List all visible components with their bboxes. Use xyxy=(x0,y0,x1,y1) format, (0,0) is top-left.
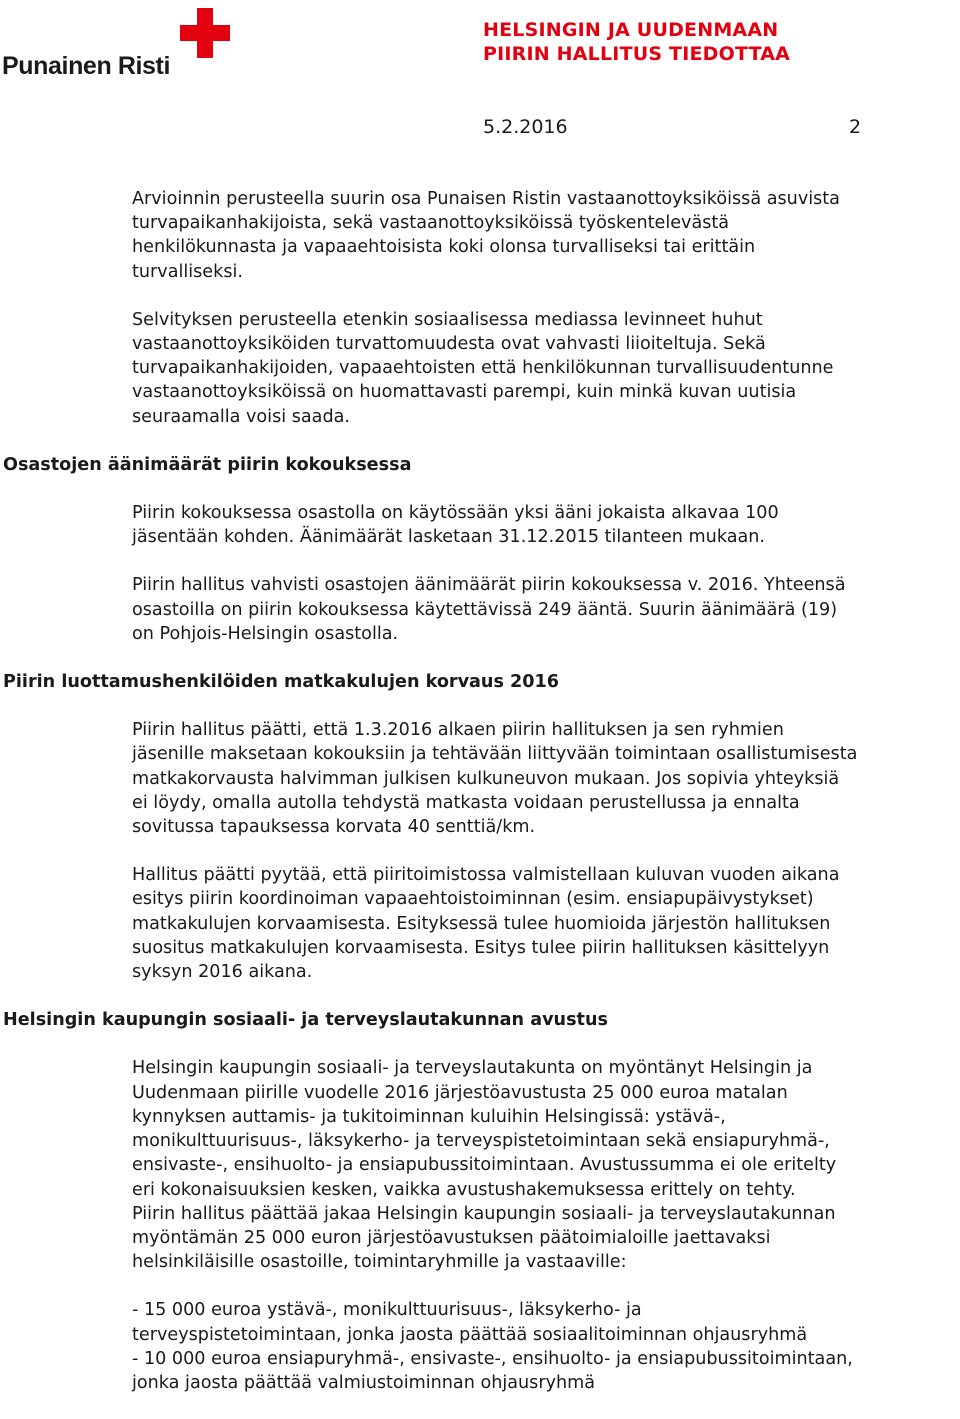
red-cross-logo xyxy=(2,4,234,80)
paragraph-city-grant: Helsingin kaupungin sosiaali- ja terveyslautakunta on myöntänyt Helsingin ja Uudenmaan piirille vuodelle 2016 järjestöavustusta 25 000 euroa matalan kynnyksen auttamis- ja tukitoiminnan kuluihin Helsingissä: ystävä-, monikulttuurisuus-, läksykerho- ja terveyspistetoimintaan sekä ensiapuryhmä-, ensivaste-, ensihuolto- ja ensiapubussitoimintaan. Avustussumma ei ole eritelty eri kokonaisuuksien kesken, vaikka avustushakemuksessa erittely on tehty. Piirin hallitus päättää jakaa Helsingin kaupungin sosiaali- ja terveyslautakunnan myöntämän 25 000 euron järjestöavustuksen päätoimialoille jaettavaksi helsinkiläisille osastoille, toimintaryhmille ja vastaaville: xyxy=(132,1058,837,1273)
logo-wordmark: Punainen Risti xyxy=(2,52,171,80)
org-header-line-2: PIIRIN HALLITUS TIEDOTTAA xyxy=(483,43,791,65)
paragraph-safety-assessment: Arvioinnin perusteella suurin osa Punaisen Ristin vastaanottoyksiköissä asuvista turvapaikanhakijoista, sekä vastaanottoyksiköissä työskentelevästä henkilökunnasta ja vapaaehtoisista koki olonsa turvalliseksi tai erittäin turvalliseksi. xyxy=(132,189,840,282)
org-header xyxy=(483,18,790,66)
document-date: 5.2.2016 xyxy=(483,116,568,138)
paragraph-travel-proposal: Hallitus päätti pyytää, että piiritoimistossa valmistellaan kuluvan vuoden aikana esitys piirin koordinoiman vapaaehtoistoiminnan (esim. ensiapupäivystykset) matkakulujen korvaamisesta. Esityksessä tulee huomioida järjestön hallituksen suositus matkakulujen korvaamisesta. Esitys tulee piirin hallituksen käsittelyyn syksyn 2016 aikana. xyxy=(132,865,840,983)
heading-vote-counts: Osastojen äänimäärät piirin kokouksessa xyxy=(3,454,412,475)
red-cross-icon xyxy=(180,8,230,58)
paragraph-travel-decision: Piirin hallitus päätti, että 1.3.2016 alkaen piirin hallituksen ja sen ryhmien jäsenille maksetaan kokouksiin ja tehtävään liittyvään toimintaan osallistumisesta matkakorvausta halvimman julkisen kulkuneuvon mukaan. Jos sopivia yhteyksiä ei löydy, omalla autolla tehdystä matkasta voidaan perustellussa ja ennalta sovitussa tapauksessa korvata 40 senttiä/km. xyxy=(132,720,858,838)
document-body xyxy=(0,187,960,1419)
paragraph-grant-allocation: - 15 000 euroa ystävä-, monikulttuurisuus-, läksykerho- ja terveyspistetoimintaan, jonka jaosta päättää sosiaalitoiminnan ohjausryhmä - 10 000 euroa ensiapuryhmä-, ensivaste-, ensihuolto- ja ensiapubussitoimintaan, jonka jaosta päättää valmiustoiminnan ohjausryhmä xyxy=(132,1300,853,1393)
paragraph-vote-rule: Piirin kokouksessa osastolla on käytössään yksi ääni jokaista alkavaa 100 jäsentään kohden. Äänimäärät lasketaan 31.12.2015 tilanteen mukaan. xyxy=(132,503,779,548)
page-number: 2 xyxy=(849,116,862,138)
org-header-line-1: HELSINGIN JA UUDENMAAN xyxy=(483,19,779,41)
heading-travel-expenses: Piirin luottamushenkilöiden matkakulujen korvaus 2016 xyxy=(3,672,560,693)
paragraph-rumours: Selvityksen perusteella etenkin sosiaalisessa mediassa levinneet huhut vastaanottoyksiköiden turvattomuudesta ovat vahvasti liioiteltuja. Sekä turvapaikanhakijoiden, vapaaehtoisten että henkilökunnan turvallisuudentunne vastaanottoyksiköissä on huomattavasti parempi, kuin minkä kuvan uutisia seuraamalla voisi saada. xyxy=(132,309,834,427)
heading-city-grant: Helsingin kaupungin sosiaali- ja terveyslautakunnan avustus xyxy=(3,1010,608,1031)
paragraph-vote-totals: Piirin hallitus vahvisti osastojen äänimäärät piirin kokouksessa v. 2016. Yhteensä osastoilla on piirin kokouksessa käytettävissä 249 ääntä. Suurin äänimäärä (19) on Pohjois-Helsingin osastolla. xyxy=(132,575,846,644)
